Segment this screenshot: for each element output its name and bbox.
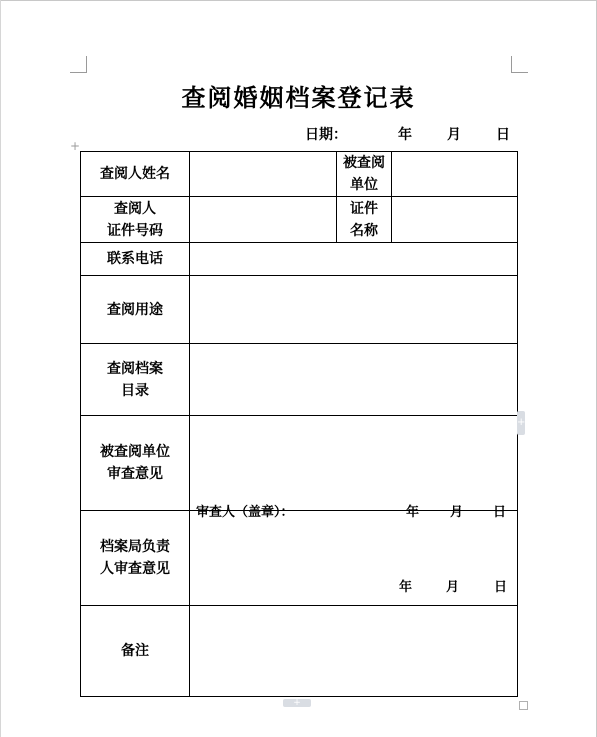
cert-name-label	[337, 197, 392, 243]
reviewer-label: 审查人（盖章）：	[196, 505, 294, 520]
phone-field[interactable]	[190, 243, 518, 276]
date-month: 月	[447, 127, 461, 143]
reviewer-day: 日	[493, 505, 507, 520]
catalog-label-line1: 查阅档案	[107, 360, 163, 377]
bureau-opinion-label-line1: 档案局负责	[100, 539, 170, 555]
phone-label: 联系电话	[81, 243, 190, 276]
unit-opinion-label-line2: 审查意见	[107, 466, 163, 482]
catalog-label	[81, 344, 190, 416]
bureau-year: 年	[399, 580, 413, 595]
page-edge-top	[0, 0, 597, 1]
document-title: 查阅婚姻档案登记表	[181, 83, 416, 112]
bureau-opinion-field[interactable]	[190, 511, 518, 606]
catalog-field[interactable]	[190, 344, 518, 416]
id-number-label-line2: 证件号码	[107, 222, 163, 239]
cert-name-label-line2: 名称	[350, 222, 378, 239]
purpose-field[interactable]	[190, 276, 518, 344]
bureau-month: 月	[446, 580, 460, 595]
unit-opinion-label	[81, 416, 190, 511]
id-number-field[interactable]	[190, 197, 337, 243]
unit-field[interactable]	[392, 152, 518, 197]
purpose-label: 查阅用途	[81, 276, 190, 344]
bureau-day: 日	[494, 580, 508, 595]
table-resize-handle[interactable]	[519, 701, 528, 710]
add-column-icon[interactable]: +	[517, 411, 525, 435]
id-number-label-line1: 查阅人	[114, 200, 156, 217]
bureau-date-line	[190, 577, 515, 597]
crop-mark-top-left	[70, 56, 87, 73]
date-label: 日期：	[305, 127, 347, 143]
reviewer-year: 年	[406, 505, 420, 520]
date-year: 年	[398, 127, 412, 143]
name-field[interactable]	[190, 152, 337, 197]
crop-mark-top-right	[511, 56, 528, 73]
date-day: 日	[496, 127, 510, 143]
name-label: 查阅人姓名	[81, 152, 190, 197]
unit-label: 被查阅单位	[337, 152, 392, 197]
remarks-field[interactable]	[190, 606, 518, 697]
unit-opinion-label-line1: 被查阅单位	[100, 444, 170, 460]
unit-opinion-field[interactable]	[190, 416, 518, 520]
remarks-label: 备注	[81, 606, 190, 697]
cert-name-label-line1: 证件	[350, 200, 378, 217]
bureau-opinion-label	[81, 511, 190, 606]
registration-form-table	[80, 151, 518, 697]
add-row-icon[interactable]: +	[283, 699, 311, 707]
catalog-label-line2: 目录	[121, 382, 149, 399]
cert-name-field[interactable]	[392, 197, 518, 243]
bureau-opinion-label-line2: 人审查意见	[100, 561, 170, 577]
date-line	[300, 124, 520, 144]
reviewer-month: 月	[450, 505, 464, 520]
id-number-label	[81, 197, 190, 243]
move-icon[interactable]: +	[70, 139, 81, 153]
